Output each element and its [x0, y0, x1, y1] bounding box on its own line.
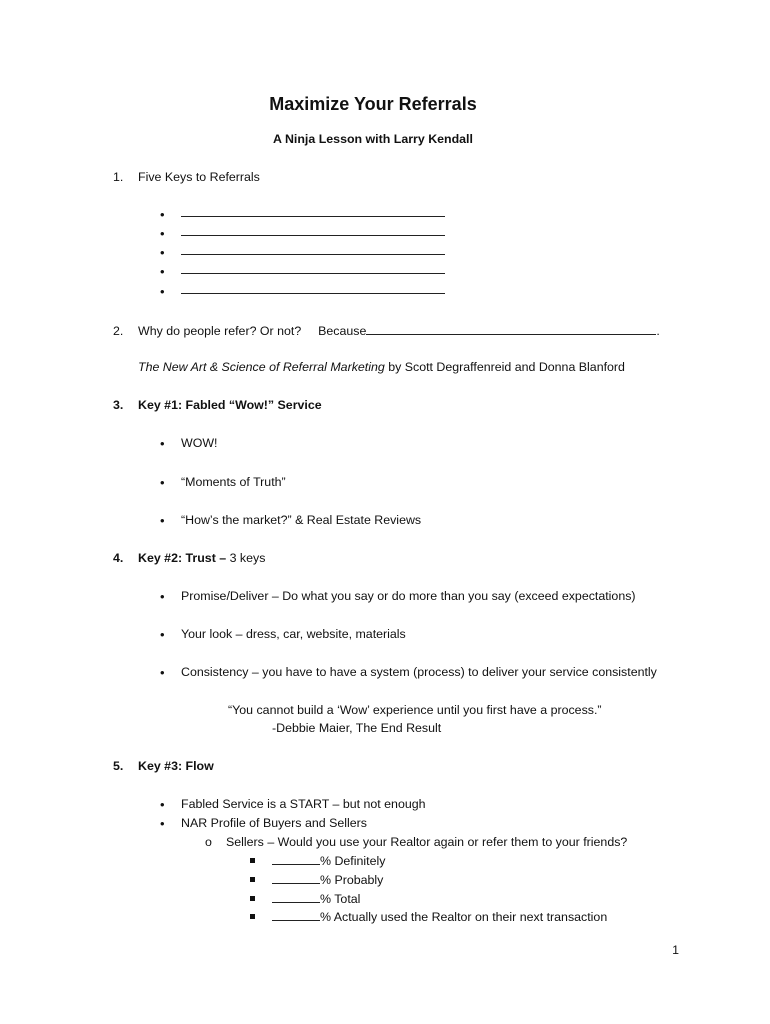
- section-3-number: 3.: [113, 398, 124, 412]
- blank-line: [181, 225, 445, 239]
- list-item: NAR Profile of Buyers and Sellers: [181, 816, 367, 830]
- because-blank-line: [366, 324, 656, 335]
- bullet-icon: •: [160, 207, 165, 222]
- bullet-icon: •: [160, 284, 165, 299]
- bullet-icon: •: [160, 665, 165, 680]
- period: .: [656, 324, 660, 338]
- percent-blank-line: [272, 892, 320, 903]
- square-bullet-icon: [250, 896, 255, 901]
- section-2-number: 2.: [113, 324, 124, 338]
- list-item: Promise/Deliver – Do what you say or do more than you say (exceed expectations): [181, 589, 636, 603]
- question-text: Why do people refer? Or not?: [138, 324, 302, 338]
- percent-blank-line: [272, 910, 320, 921]
- square-bullet-icon: [250, 877, 255, 882]
- list-item: “Moments of Truth”: [181, 475, 286, 489]
- square-bullet-icon: [250, 914, 255, 919]
- bullet-icon: •: [160, 627, 165, 642]
- quote: “You cannot build a ‘Wow’ experience until you first have a process.”: [228, 703, 602, 717]
- list-item: Consistency – you have to have a system (process) to deliver your service consistently: [181, 665, 657, 679]
- square-bullet-icon: [250, 858, 255, 863]
- circle-bullet-icon: o: [205, 835, 212, 849]
- square-list-item: [272, 854, 385, 868]
- bullet-icon: •: [160, 513, 165, 528]
- because-label: Because: [318, 324, 367, 338]
- document-subtitle: A Ninja Lesson with Larry Kendall: [273, 132, 473, 146]
- page-number: 1: [672, 943, 679, 957]
- bullet-icon: •: [160, 797, 165, 812]
- square-list-item: [272, 873, 383, 887]
- section-5-heading: Key #3: Flow: [138, 759, 214, 773]
- list-item: WOW!: [181, 436, 218, 450]
- bullet-icon: •: [160, 816, 165, 831]
- section-3-heading: Key #1: Fabled “Wow!” Service: [138, 398, 322, 412]
- book-title: The New Art & Science of Referral Marketing: [138, 360, 385, 374]
- quote-attribution: -Debbie Maier, The End Result: [272, 721, 442, 735]
- bullet-icon: •: [160, 475, 165, 490]
- percent-blank-line: [272, 873, 320, 884]
- square-item-text: % Probably: [320, 873, 384, 887]
- bullet-icon: •: [160, 589, 165, 604]
- bullet-icon: •: [160, 245, 165, 260]
- sub-list-item: Sellers – Would you use your Realtor again or refer them to your friends?: [226, 835, 628, 849]
- heading-rest: 3 keys: [226, 551, 266, 565]
- section-4-number: 4.: [113, 551, 124, 565]
- blank-line: [181, 283, 445, 297]
- section-1-number: 1.: [113, 170, 124, 184]
- section-5-number: 5.: [113, 759, 124, 773]
- square-item-text: % Definitely: [320, 854, 386, 868]
- square-item-text: % Actually used the Realtor on their next transaction: [320, 910, 608, 924]
- bullet-icon: •: [160, 226, 165, 241]
- blank-line: [181, 263, 445, 277]
- section-4-heading: [138, 551, 265, 565]
- section-1-heading: Five Keys to Referrals: [138, 170, 260, 184]
- bullet-icon: •: [160, 264, 165, 279]
- document-title: Maximize Your Referrals: [269, 94, 477, 114]
- book-authors: by Scott Degraffenreid and Donna Blanford: [384, 360, 625, 374]
- bullet-icon: •: [160, 436, 165, 451]
- list-item: Your look – dress, car, website, materials: [181, 627, 406, 641]
- square-list-item: [272, 892, 360, 906]
- blank-line: [181, 206, 445, 220]
- book-reference: [138, 360, 625, 374]
- list-item: Fabled Service is a START – but not enough: [181, 797, 426, 811]
- section-2-question: [138, 324, 660, 338]
- blank-line: [181, 244, 445, 258]
- square-item-text: % Total: [320, 892, 361, 906]
- heading-bold: Key #2: Trust –: [138, 551, 227, 565]
- percent-blank-line: [272, 854, 320, 865]
- square-list-item: [272, 910, 607, 924]
- list-item: “How’s the market?” & Real Estate Reviews: [181, 513, 422, 527]
